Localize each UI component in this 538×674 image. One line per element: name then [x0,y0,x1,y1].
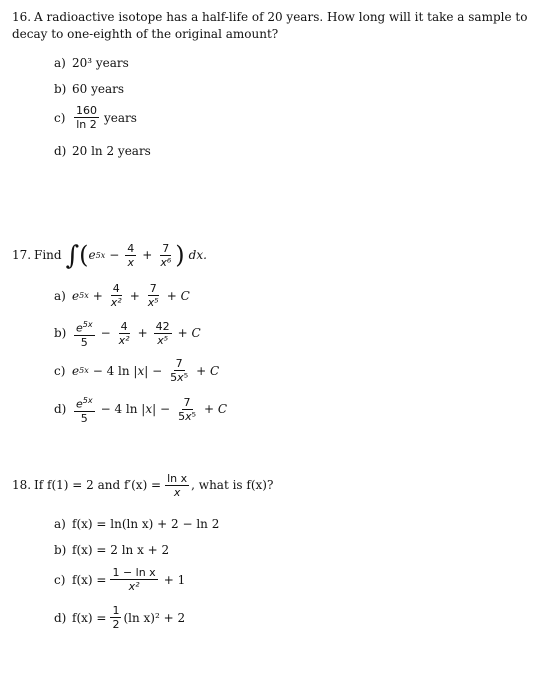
numerator: 4 [112,282,120,295]
math: − 4 ln |x| − [92,363,163,378]
fraction [110,604,121,631]
fraction [110,566,157,593]
question-number: 16. [12,10,32,24]
option-label: a) [54,56,66,70]
option-text: f(x) = 2 ln x + 2 [72,543,170,557]
math: 5x [79,291,89,300]
option-label: b) [54,326,67,341]
option-b[interactable] [54,82,124,96]
math: − [100,326,111,341]
option-b[interactable] [54,543,169,557]
denominator: x² [118,333,130,347]
denominator: 5 [80,335,88,349]
question-18 [12,472,534,499]
option-text: f(x) = [72,610,107,625]
question-text: Find [34,248,62,262]
option-a[interactable] [54,517,219,531]
option-label: a) [54,517,66,531]
math: + [129,288,140,303]
option-label: b) [54,82,67,96]
option-text: 20 ln 2 years [72,144,151,158]
integral-sign: ∫ [65,240,80,271]
question-text: If f(1) = 2 and f′(x) = [34,478,162,492]
denominator: x⁶ [160,256,172,269]
option-c[interactable] [54,104,137,131]
denominator: 2 [112,618,120,631]
numerator: 1 [112,604,120,617]
option-label: c) [54,363,66,378]
denominator: ln 2 [76,118,97,131]
option-text: 60 years [72,82,125,96]
option-d[interactable] [54,144,151,158]
math: + C [166,288,190,303]
option-a[interactable] [54,282,190,309]
option-label: d) [54,610,67,625]
math: + C [204,402,228,417]
question-text: A radioactive isotope has a half-life of 20 years. How long will it take a sample to decay to one-eighth of the original amount? [12,10,528,41]
right-paren: ) [175,241,185,269]
math: − 4 ln |x| − [100,402,171,417]
left-paren: ( [79,241,89,269]
expr-dx: dx. [188,248,207,262]
option-a[interactable] [54,56,129,70]
option-text: 20³ years [72,56,129,70]
denominator: 5x⁵ [170,371,189,384]
numerator: 7 [162,242,170,255]
numerator: 7 [175,357,183,370]
numerator: ln x [167,472,188,485]
math: e [72,288,80,303]
option-text: + 1 [163,572,186,587]
numerator: 42 [155,319,170,333]
numerator: 7 [183,395,191,409]
option-label: a) [54,288,66,303]
fraction [74,394,95,425]
option-d[interactable] [54,604,185,631]
fraction [168,357,190,384]
numerator: $e^{5x}$ [76,396,93,411]
option-text: f(x) = [72,572,107,587]
denominator: x⁵ [147,296,159,309]
option-c[interactable] [54,566,185,593]
math: + [92,288,103,303]
expr-e: e [88,248,96,262]
math: e [72,363,80,378]
option-label: d) [54,144,67,158]
math: + C [196,363,220,378]
numerator: 4 [127,242,135,255]
fraction [125,242,136,269]
expr-exp: 5x [95,251,106,260]
numerator: 4 [120,319,128,333]
fraction [154,320,172,347]
fraction [158,242,173,269]
math: + C [177,326,201,341]
denominator: x⁵ [157,333,169,347]
option-text: years [104,110,137,125]
fraction [165,472,189,499]
option-text: f(x) = ln(ln x) + 2 − ln 2 [72,517,220,531]
option-label: d) [54,402,67,417]
fraction [109,282,124,309]
denominator: x² [128,580,140,593]
fraction [176,396,198,423]
denominator: x [127,256,135,269]
option-text: (ln x)² + 2 [123,610,186,625]
math: + [137,326,148,341]
option-c[interactable] [54,357,219,384]
numerator: 1 − ln x [112,566,156,579]
option-d[interactable] [54,394,227,425]
option-label: c) [54,110,66,125]
numerator: $e^{5x}$ [76,320,93,335]
expr-op: + [142,248,153,262]
question-number: 18. [12,478,32,492]
expr-op: − [109,248,120,262]
question-number: 17. [12,248,32,262]
fraction [74,318,95,349]
option-b[interactable] [54,318,201,349]
denominator: 5 [80,411,88,425]
numerator: 7 [149,282,157,295]
math: 5x [79,366,89,375]
numerator: 160 [76,104,97,117]
denominator: 5x⁵ [178,409,196,423]
question-17 [12,242,534,269]
fraction [146,282,161,309]
fraction [117,320,132,347]
fraction [74,104,99,131]
option-label: b) [54,543,67,557]
denominator: x [173,486,181,499]
option-label: c) [54,572,66,587]
question-16 [12,9,534,43]
question-text: , what is f(x)? [191,478,274,492]
denominator: x² [110,296,122,309]
